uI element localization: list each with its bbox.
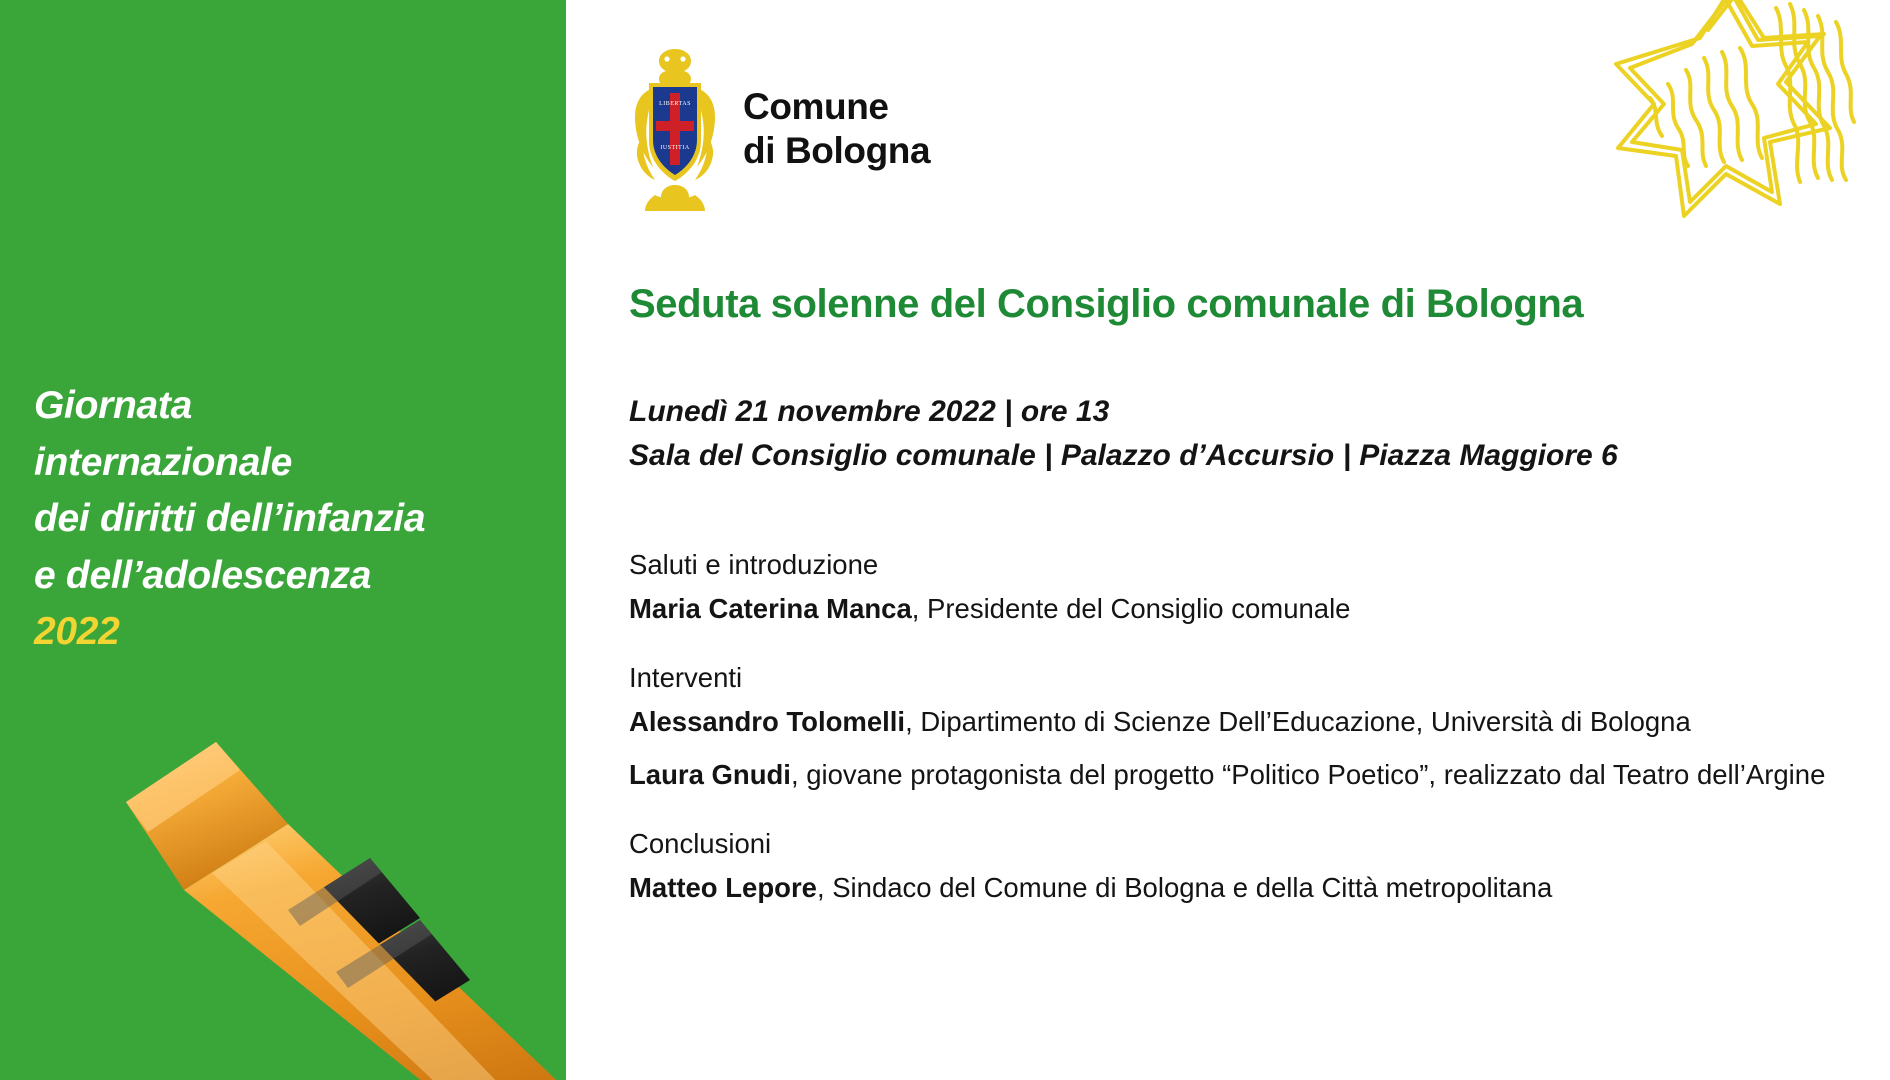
program-group-label: Saluti e introduzione (629, 549, 879, 580)
speaker-name: Matteo Lepore (629, 872, 817, 904)
left-green-panel (0, 0, 566, 1080)
program-entry (629, 702, 1839, 741)
campaign-year: 2022 (34, 610, 120, 654)
event-program (629, 545, 1839, 907)
logo-line-2: di Bologna (743, 130, 931, 171)
program-group-saluti (629, 545, 1839, 628)
program-entry (629, 589, 1839, 628)
campaign-title-line-4: e dell’adolescenza (34, 553, 372, 597)
event-datetime-location (629, 390, 1879, 479)
yellow-scribble-star-icon (1580, 0, 1890, 268)
program-group-conclusioni (629, 824, 1839, 907)
program-entry (629, 755, 1839, 794)
speaker-name: Alessandro Tolomelli (629, 706, 906, 738)
event-date-line: Lunedì 21 novembre 2022 | ore 13 (629, 395, 1110, 428)
svg-text:LIBERTAS: LIBERTAS (659, 101, 691, 107)
event-place-line: Sala del Consiglio comunale | Palazzo d’Accursio | Piazza Maggiore 6 (629, 439, 1618, 473)
speaker-role: , Presidente del Consiglio comunale (911, 593, 1351, 625)
comune-di-bologna-crest-icon (629, 45, 721, 213)
program-group-label: Interventi (629, 662, 743, 694)
campaign-title-line-1: Giornata (34, 384, 192, 427)
right-content-panel (566, 0, 1890, 1080)
campaign-title (34, 378, 554, 661)
orange-crayon-icon (120, 740, 566, 1080)
comune-di-bologna-logo (629, 45, 930, 213)
speaker-name: Maria Caterina Manca (629, 593, 912, 625)
program-group-label: Conclusioni (629, 828, 772, 860)
speaker-name: Laura Gnudi (629, 759, 791, 791)
event-headline: Seduta solenne del Consiglio comunale di Bologna (629, 282, 1584, 326)
program-group-interventi (629, 658, 1839, 794)
speaker-role: , Dipartimento di Scienze Dell’Educazione, Università di Bologna (905, 706, 1691, 738)
campaign-title-line-3: dei diritti dell’infanzia (34, 497, 426, 541)
logo-line-1: Comune (743, 86, 889, 128)
program-entry (629, 868, 1839, 907)
speaker-role: , Sindaco del Comune di Bologna e della Città metropolitana (816, 872, 1553, 904)
campaign-title-line-2: internazionale (34, 440, 293, 484)
svg-text:IUSTITIA: IUSTITIA (660, 145, 690, 151)
logo-wordmark (743, 85, 930, 172)
speaker-role: , giovane protagonista del progetto “Politico Poetico”, realizzato dal Teatro dell’Argine (790, 759, 1826, 791)
